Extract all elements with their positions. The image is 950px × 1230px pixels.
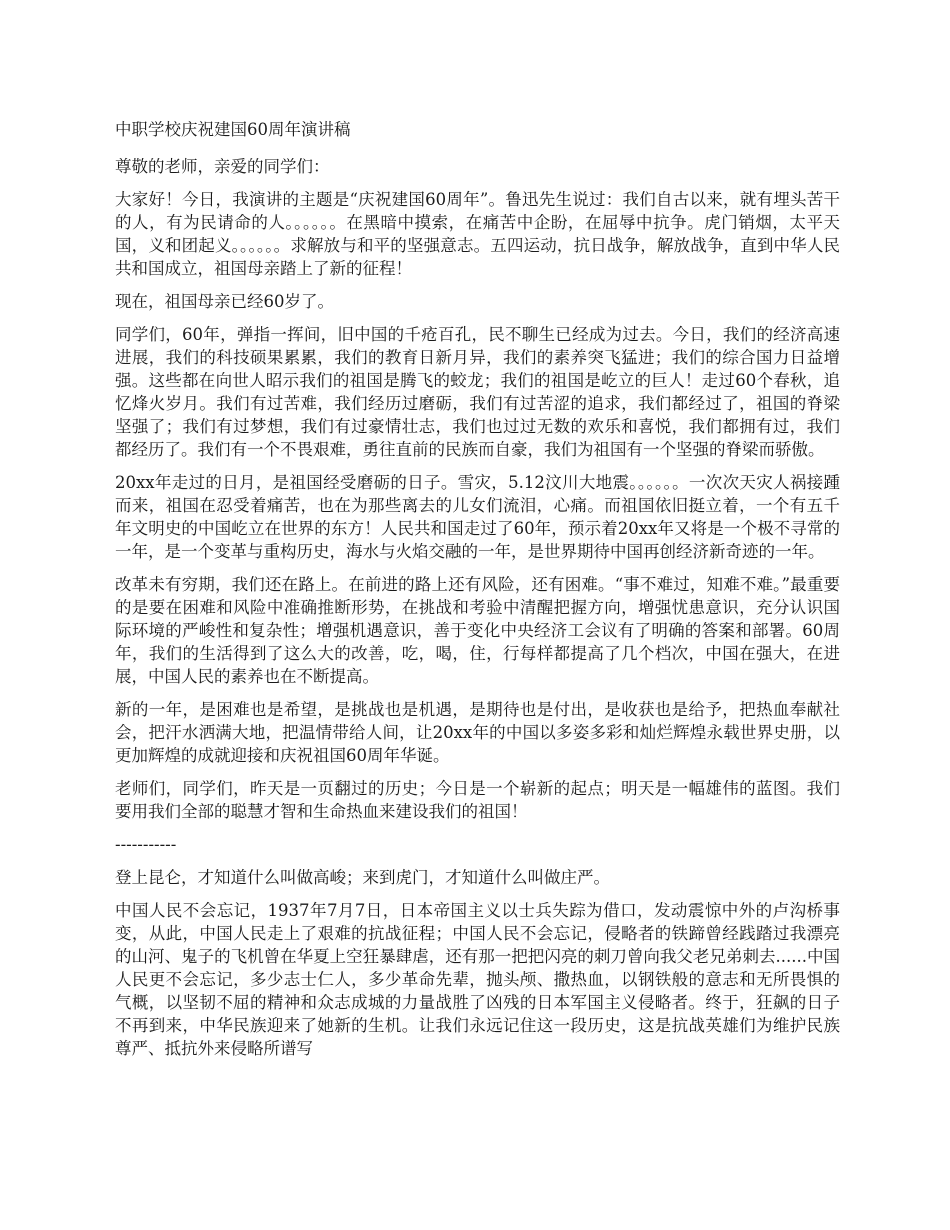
greeting: 尊敬的老师，亲爱的同学们： [115,157,330,176]
paragraph-3: 同学们，60年，弹指一挥间，旧中国的千疮百孔，民不聊生已经成为过去。今日，我们的经济高速进展，我们的科技硕果累累，我们的教育日新月异，我们的素养突飞猛进；我们的综合国力日益增强。这些都在向世人昭示我们的祖国是腾飞的蛟龙；我们的祖国是屹立的巨人！走过60个春秋，追忆烽火岁月。我们有过苦难，我们经历过磨砺，我们有过苦涩的追求，我们都经过了，祖国的脊梁坚强了；我们有过梦想，我们有过豪情壮志，我们也过过无数的欢乐和喜悦，我们都拥有过，我们都经历了。我们有一个不畏艰难，勇往直前的民族而自豪，我们为祖国有一个坚强的脊梁而骄傲。 [115,325,840,459]
section-separator: ----------- [115,835,177,854]
paragraph-8: 登上昆仑，才知道什么叫做高峻；来到虎门，才知道什么叫做庄严。 [115,868,610,887]
paragraph-5: 改革未有穷期，我们还在路上。在前进的路上还有风险，还有困难。“事不难过，知难不难。”最重要的是要在困难和风险中准确推断形势，在挑战和考验中清醒把握方向，增强忧患意识，充分认识国际环境的严峻性和复杂性；增强机遇意识，善于变化中央经济工会议有了明确的答案和部署。60周年，我们的生活得到了这么大的改善，吃，喝，住，行每样都提高了几个档次，中国在强大，在进展，中国人民的素养也在不断提高。 [115,575,840,686]
paragraph-2: 现在，祖国母亲已经60岁了。 [115,292,334,311]
paragraph-9: 中国人民不会忘记，1937年7月7日，日本帝国主义以士兵失踪为借口，发动震惊中外的卢沟桥事变，从此，中国人民走上了艰难的抗战征程；中国人民不会忘记，侵略者的铁蹄曾经践踏过我漂亮的山河、鬼子的飞机曾在华夏上空狂暴肆虐，还有那一把把闪亮的刺刀曾向我父老兄弟刺去......中国人民更不会忘记，多少志士仁人，多少革命先辈，抛头颅、撒热血，以钢铁般的意志和无所畏惧的气概，以坚韧不屈的精神和众志成城的力量战胜了凶残的日本军国主义侵略者。终于，狂飙的日子不再到来，中华民族迎来了她新的生机。让我们永远记住这一段历史，这是抗战英雄们为维护民族尊严、抵抗外来侵略所谱写 [115,901,840,1058]
paragraph-1: 大家好！今日，我演讲的主题是“庆祝建国60周年”。鲁迅先生说过：我们自古以来，就有埋头苦干的人，有为民请命的人。。。。。。在黑暗中摸索，在痛苦中企盼，在屈辱中抗争。虎门销烟，太平天国，义和团起义。。。。。。求解放与和平的坚强意志。五四运动，抗日战争，解放战争，直到中华人民共和国成立，祖国母亲踏上了新的征程！ [115,190,840,278]
document-page [115,118,840,1070]
paragraph-6: 新的一年，是困难也是希望，是挑战也是机遇，是期待也是付出，是收获也是给予，把热血奉献社会，把汗水洒满大地，把温情带给人间，让20xx年的中国以多姿多彩和灿烂辉煌永载世界史册，以更加辉煌的成就迎接和庆祝祖国60周年华诞。 [115,700,840,765]
paragraph-4: 20xx年走过的日月，是祖国经受磨砺的日子。雪灾，5.12汶川大地震。。。。。。一次次天灾人祸接踵而来，祖国在忍受着痛苦，也在为那些离去的儿女们流泪，心痛。而祖国依旧挺立着，一个有五千年文明史的中国屹立在世界的东方！人民共和国走过了60年，预示着20xx年又将是一个极不寻常的一年，是一个变革与重构历史，海水与火焰交融的一年，是世界期待中国再创经济新奇迹的一年。 [115,473,840,561]
paragraph-7: 老师们，同学们，昨天是一页翻过的历史；今日是一个崭新的起点；明天是一幅雄伟的蓝图。我们要用我们全部的聪慧才智和生命热血来建设我们的祖国！ [115,779,840,821]
document-title: 中职学校庆祝建国60周年演讲稿 [115,120,351,139]
